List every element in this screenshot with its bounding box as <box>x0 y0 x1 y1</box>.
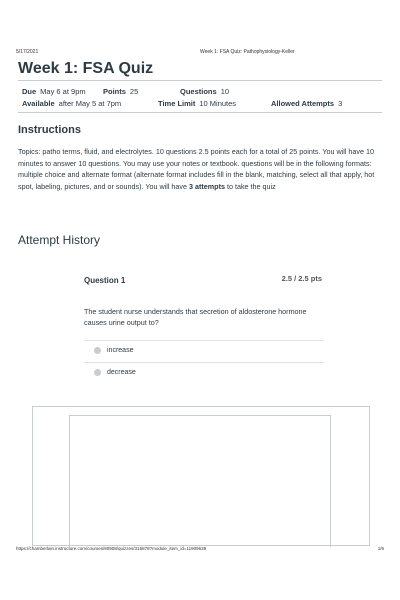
points-meta <box>103 87 138 96</box>
instructions-heading: Instructions <box>18 124 81 136</box>
quiz-title: Week 1: FSA Quiz <box>18 60 154 77</box>
print-url: https://chamberlain.instructure.com/courses/80908/quizzes/316878?module_item_id=11909639 <box>16 546 207 551</box>
print-page-title: Week 1: FSA Quiz: Pathophysiology-Keller <box>200 49 295 55</box>
due-meta <box>22 87 86 96</box>
points-value: 25 <box>129 87 139 96</box>
attempts-value: 3 <box>338 99 343 108</box>
radio-icon[interactable] <box>94 369 101 376</box>
points-label: Points <box>103 87 126 96</box>
next-question-frame <box>32 406 370 546</box>
answer-option[interactable] <box>84 340 324 360</box>
attempts-label: Allowed Attempts <box>271 99 335 108</box>
time-limit-value: 10 Minutes <box>199 99 237 108</box>
available-meta <box>22 99 121 108</box>
questions-value: 10 <box>220 87 230 96</box>
print-date: 5/17/2021 <box>16 49 39 55</box>
time-limit-meta <box>158 99 236 108</box>
meta-divider <box>18 112 382 113</box>
print-footer <box>16 546 384 556</box>
question-card <box>74 262 334 394</box>
radio-icon[interactable] <box>94 347 101 354</box>
question-text: The student nurse understands that secretion of aldosterone hormone causes urine output to? <box>84 307 307 327</box>
answer-label: decrease <box>107 369 136 376</box>
available-label: Available <box>22 99 55 108</box>
instructions-text <box>18 146 380 192</box>
available-value: after May 5 at 7pm <box>58 99 122 108</box>
attempts-meta <box>271 99 342 108</box>
answer-option[interactable] <box>84 362 324 382</box>
questions-label: Questions <box>180 87 217 96</box>
title-divider <box>18 80 382 81</box>
time-limit-label: Time Limit <box>158 99 196 108</box>
answer-label: increase <box>107 347 134 354</box>
due-value: May 6 at 9pm <box>40 87 86 96</box>
question-name: Question 1 <box>84 276 126 285</box>
next-question-card <box>69 415 331 547</box>
instructions-attempts-emphasis: 3 attempts <box>189 181 225 191</box>
page-number: 1/6 <box>377 546 384 551</box>
due-label: Due <box>22 87 37 96</box>
attempt-history-heading: Attempt History <box>18 233 101 247</box>
print-header <box>16 49 384 59</box>
instructions-text-main: Topics: patho terms, fluid, and electrolytes. 10 questions 2.5 points each for a total of 25 points. You will have 10 minutes to answer 10 questions. You may use your notes or textbook. questions will be in the following formats: multiple choice and alternate format (alternate format includes fill in the blank, matching, select all that apply, hot spot, labeling, pictures, and or sounds). You will have <box>18 147 375 191</box>
question-score: 2.5 / 2.5 pts <box>281 274 322 283</box>
question-header <box>74 262 334 296</box>
instructions-text-end: to take the quiz <box>224 181 276 191</box>
questions-meta <box>180 87 229 96</box>
